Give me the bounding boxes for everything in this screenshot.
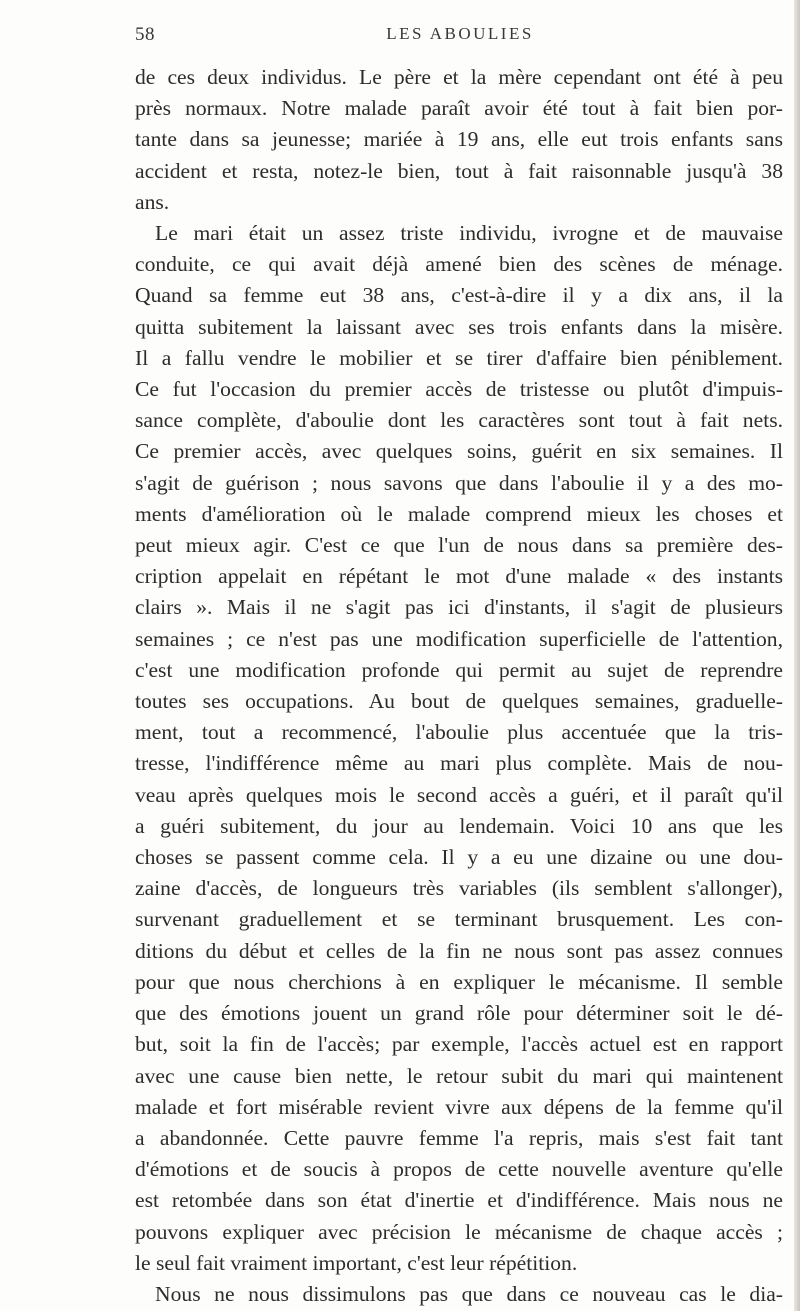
text-line: d'émotions et de soucis à propos de cette nouvelle aventure qu'elle (135, 1157, 783, 1182)
text-line: clairs ». Mais il ne s'agit pas ici d'instants, il s'agit de plusieurs (135, 595, 783, 620)
page-number: 58 (135, 24, 155, 45)
running-title: LES ABOULIES (386, 24, 534, 43)
page-header (135, 24, 785, 54)
text-line: malade et fort misérable revient vivre aux dépens de la femme qu'il (135, 1094, 783, 1119)
text-line: est retombée dans son état d'inertie et d'indifférence. Mais nous ne (135, 1188, 783, 1213)
text-line: veau après quelques mois le second accès a guéri, et il paraît qu'il (135, 782, 783, 807)
text-line: Le mari était un assez triste individu, ivrogne et de mauvaise (155, 221, 783, 246)
text-line: Ce fut l'occasion du premier accès de tristesse ou plutôt d'impuis- (135, 377, 783, 402)
text-line: conduite, ce qui avait déjà amené bien des scènes de ménage. (135, 252, 783, 277)
text-line: ment, tout a recommencé, l'aboulie plus accentuée que la tris- (135, 720, 783, 745)
text-line: Quand sa femme eut 38 ans, c'est-à-dire il y a dix ans, il la (135, 283, 783, 308)
paragraph-1 (135, 62, 783, 218)
text-line: accident et resta, notez-le bien, tout à fait raisonnable jusqu'à 38 (135, 158, 783, 183)
body-text (135, 62, 783, 1310)
text-line: le seul fait vraiment important, c'est leur répétition. (135, 1250, 578, 1275)
text-line: tante dans sa jeunesse; mariée à 19 ans, elle eut trois enfants sans (135, 127, 783, 152)
text-line: survenant graduellement et se terminant brusquement. Les con- (135, 907, 783, 932)
text-line: but, soit la fin de l'accès; par exemple, l'accès actuel est en rapport (135, 1032, 783, 1057)
text-line: que des émotions jouent un grand rôle pour déterminer soit le dé- (135, 1001, 783, 1026)
paragraph-3 (135, 1279, 783, 1310)
text-line: avec une cause bien nette, le retour subit du mari qui maintenent (135, 1063, 783, 1088)
text-line: ments d'amélioration où le malade comprend mieux les choses et (135, 501, 783, 526)
text-line: ditions du début et celles de la fin ne nous sont pas assez connues (135, 938, 783, 963)
text-line: Ce premier accès, avec quelques soins, guérit en six semaines. Il (135, 439, 783, 464)
text-line: semaines ; ce n'est pas une modification superficielle de l'attention, (135, 626, 783, 651)
text-line: près normaux. Notre malade paraît avoir été tout à fait bien por- (135, 96, 783, 121)
text-line: sance complète, d'aboulie dont les caractères sont tout à fait nets. (135, 408, 783, 433)
text-line: pour que nous cherchions à en expliquer le mécanisme. Il semble (135, 969, 783, 994)
text-line: Nous ne nous dissimulons pas que dans ce nouveau cas le dia- (155, 1281, 783, 1306)
text-line: quitta subitement la laissant avec ses trois enfants dans la misère. (135, 314, 783, 339)
text-line: tresse, l'indifférence même au mari plus complète. Mais de nou- (135, 751, 783, 776)
text-line: toutes ses occupations. Au bout de quelques semaines, graduelle- (135, 689, 783, 714)
text-line: s'agit de guérison ; nous savons que dans l'aboulie il y a des mo- (135, 470, 783, 495)
text-line: de ces deux individus. Le père et la mère cependant ont été à peu (135, 65, 783, 89)
paragraph-2 (135, 218, 783, 1279)
text-line: c'est une modification profonde qui permit au sujet de reprendre (135, 657, 783, 682)
text-line: choses se passent comme cela. Il y a eu une dizaine ou une dou- (135, 845, 783, 870)
text-line: cription appelait en répétant le mot d'une malade « des instants (135, 564, 783, 589)
text-line: peut mieux agir. C'est ce que l'un de nous dans sa première des- (135, 533, 783, 558)
page-edge-shadow (794, 0, 800, 1311)
text-line: Il a fallu vendre le mobilier et se tirer d'affaire bien péniblement. (135, 345, 783, 370)
text-line: pouvons expliquer avec précision le mécanisme de chaque accès ; (135, 1219, 783, 1244)
text-line: a abandonnée. Cette pauvre femme l'a repris, mais s'est fait tant (135, 1125, 783, 1150)
text-line: a guéri subitement, du jour au lendemain. Voici 10 ans que les (135, 813, 783, 838)
text-line: ans. (135, 189, 170, 214)
text-line: zaine d'accès, de longueurs très variables (ils semblent s'allonger), (135, 876, 783, 901)
